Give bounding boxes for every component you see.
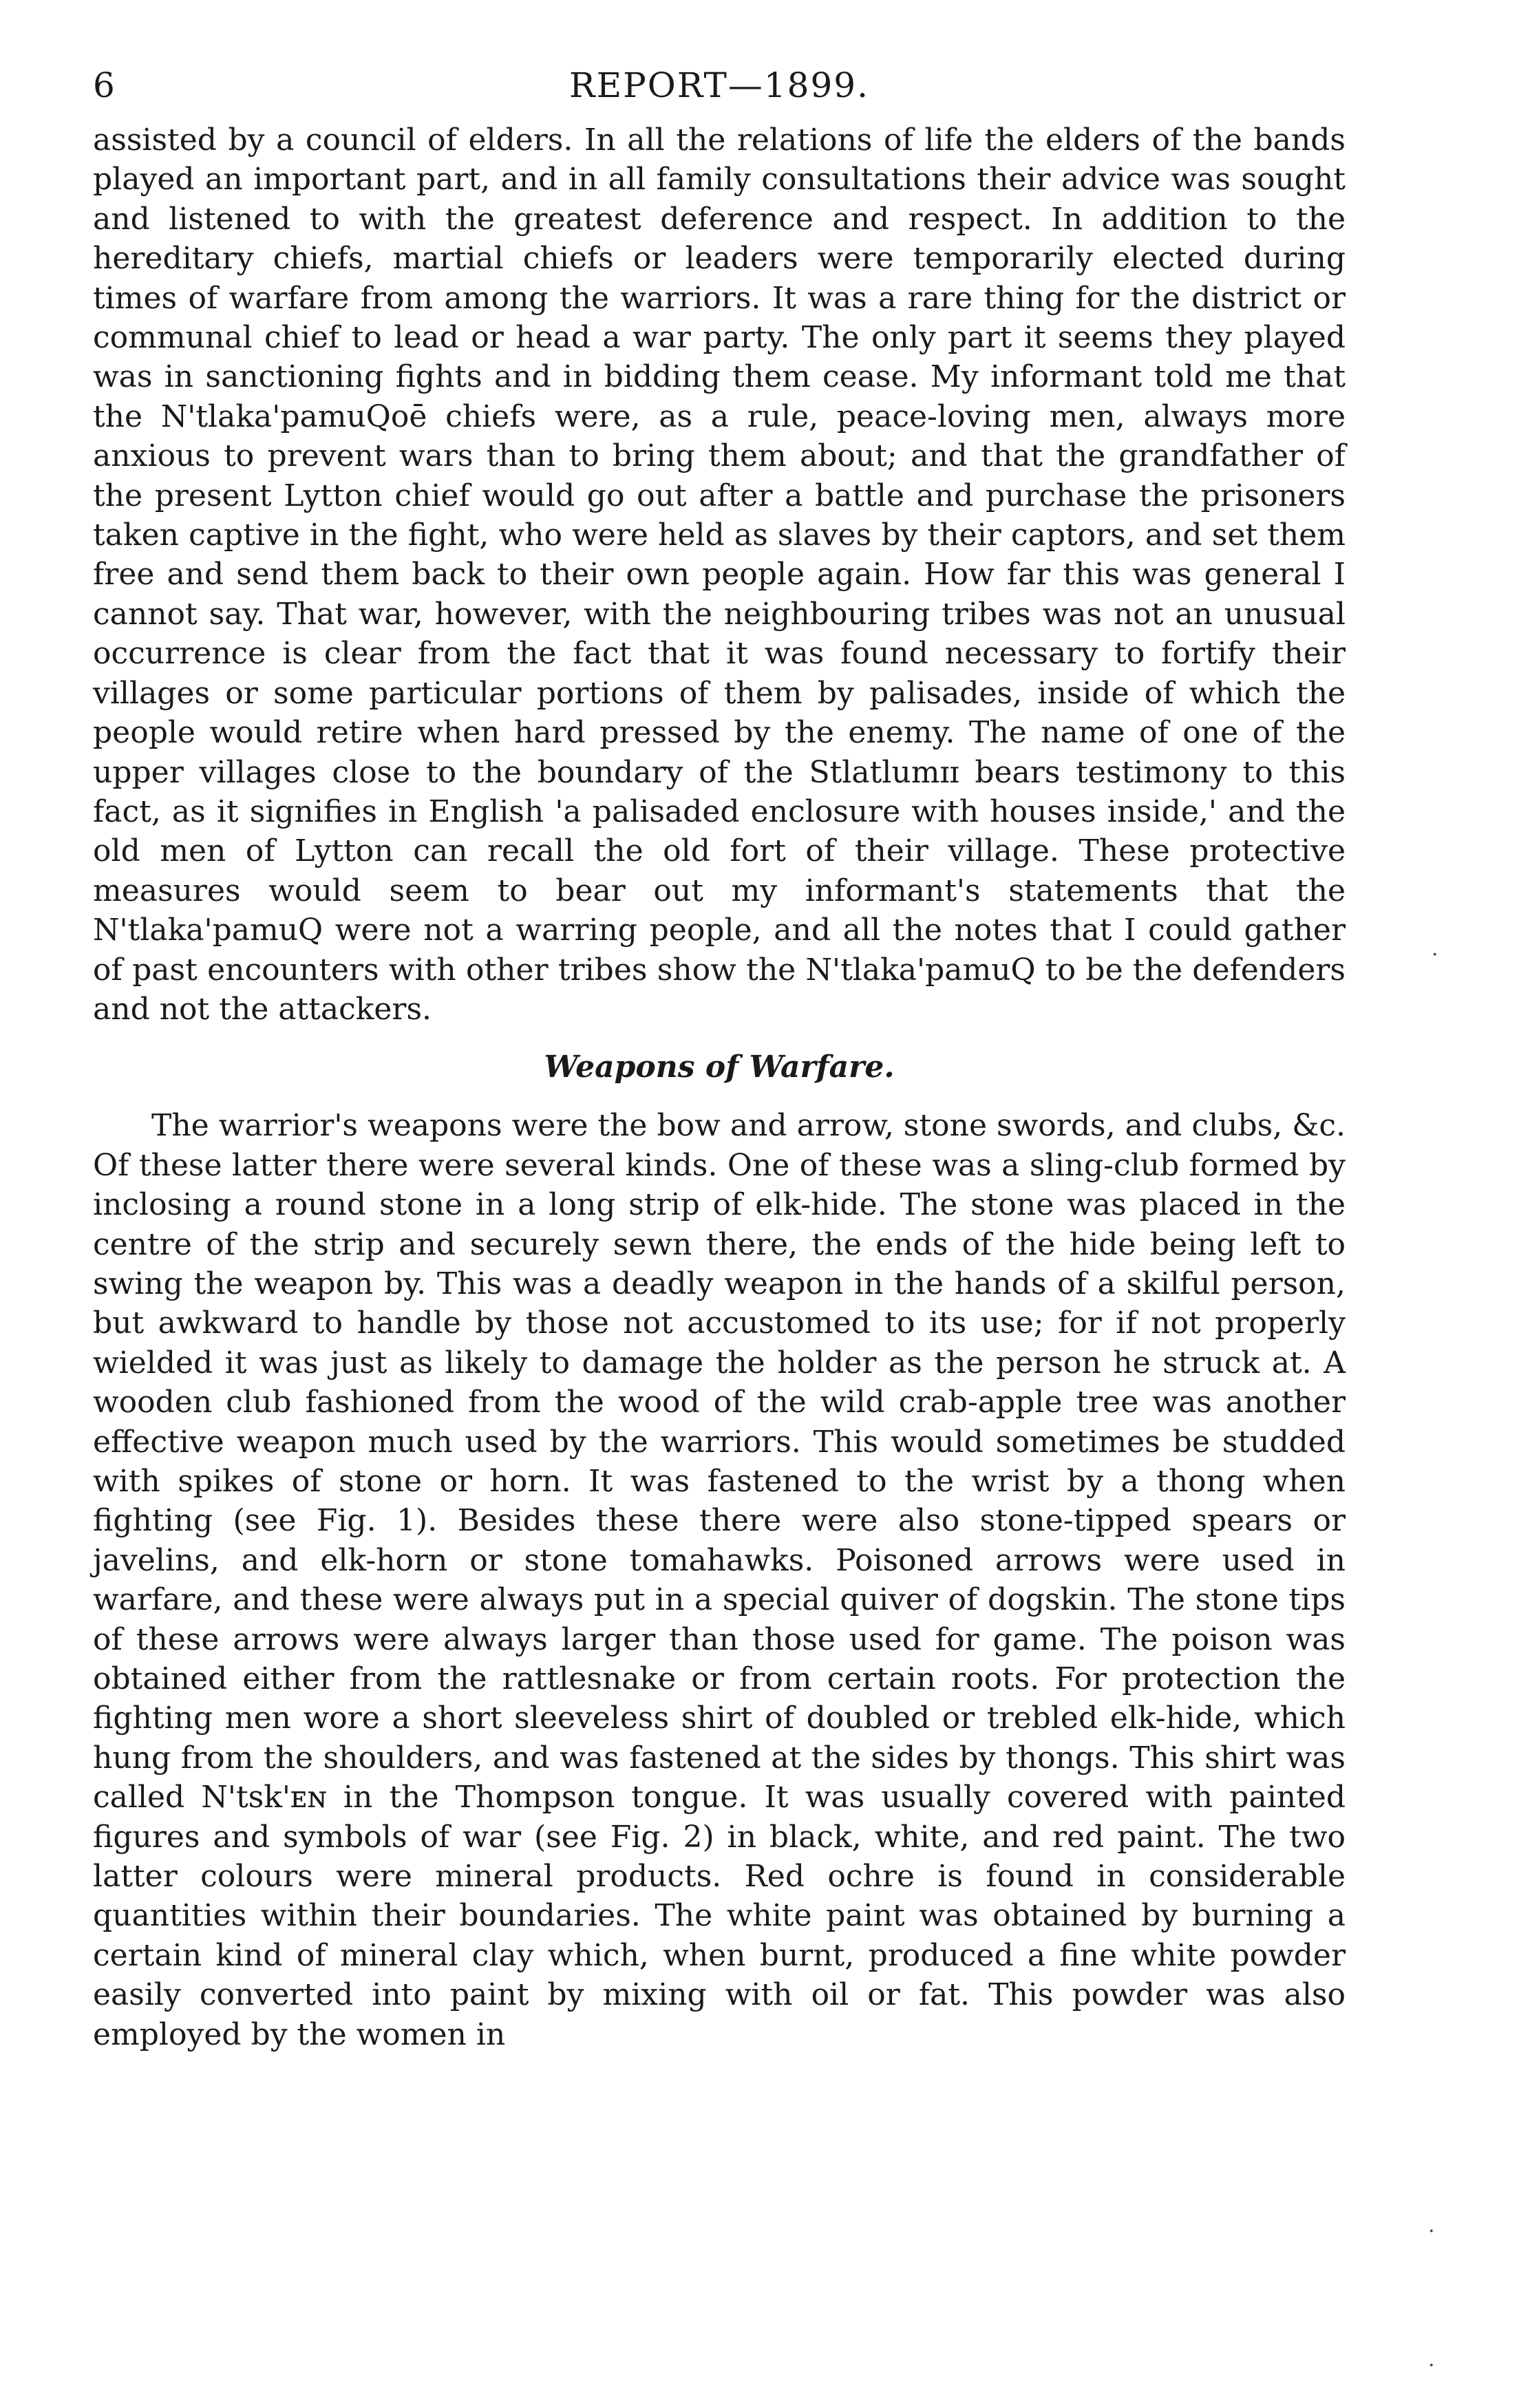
page-number: 6 <box>93 65 115 105</box>
page <box>93 65 1346 2054</box>
running-title: REPORT—1899. <box>569 65 870 105</box>
section-paragraph: The warrior's weapons were the bow and arrow, stone swords, and clubs, &c. Of these latter there were several kinds. One of these was a sling-club formed by inclosing a round stone in a long strip of elk-hide. The stone was placed in the centre of the strip and securely sewn there, the ends of the hide being left to swing the weapon by. This was a deadly weapon in the hands of a skilful person, but awkward to handle by those not accustomed to its use; for if not properly wielded it was just as likely to damage the holder as the person he struck at. A wooden club fashioned from the wood of the wild crab-apple tree was another effective weapon much used by the warriors. This would sometimes be studded with spikes of stone or horn. It was fastened to the wrist by a thong when fighting (see Fig. 1). Besides these there were also stone-tipped spears or javelins, and elk-horn or stone tomahawks. Poisoned arrows were used in warfare, and these were always put in a special quiver of dogskin. The stone tips of these arrows were always larger than those used for game. The poison was obtained either from the rattlesnake or from certain roots. For protection the fighting men wore a short sleeveless shirt of doubled or trebled elk-hide, which hung from the shoulders, and was fastened at the sides by thongs. This shirt was called N'tsk'ᴇɴ in the Thompson tongue. It was usually covered with painted figures and symbols of war (see Fig. 2) in black, white, and red paint. The two latter colours were mineral products. Red ochre is found in considerable quantities within their boundaries. The white paint was obtained by burning a certain kind of mineral clay which, when burnt, produced a fine white powder easily converted into paint by mixing with oil or fat. This powder was also employed by the women in <box>93 1108 1346 2052</box>
margin-mark: · <box>1428 2219 1435 2244</box>
body-paragraph: assisted by a council of elders. In all the relations of life the elders of the bands played an important part, and in all family consultations their advice was sought and listened to with the greatest deference and respect. In addition to the hereditary chiefs, martial chiefs or leaders were temporarily elected during times of warfare from among the warriors. It was a rare thing for the district or communal chief to lead or head a war party. The only part it seems they played was in sanctioning fights and in bidding them cease. My informant told me that the N'tlaka'pamuQoē chiefs were, as a rule, peace-loving men, always more anxious to prevent wars than to bring them about; and that the grandfather of the present Lytton chief would go out after a battle and purchase the prisoners taken captive in the fight, who were held as slaves by their captors, and set them free and send them back to their own people again. How far this was general I cannot say. That war, however, with the neighbouring tribes was not an unusual occurrence is clear from the fact that it was found necessary to fortify their villages or some particular portions of them by palisades, inside of which the people would retire when hard pressed by the enemy. The name of one of the upper villages close to the boundary of the Stlatlumɪɪ bears testimony to this fact, as it signifies in English 'a palisaded enclosure with houses inside,' and the old men of Lytton can recall the old fort of their village. These protective measures would seem to bear out my informant's statements that the N'tlaka'pamuQ were not a warring people, and all the notes that I could gather of past encounters with other tribes show the N'tlaka'pamuQ to be the defenders and not the attackers. <box>93 122 1346 1027</box>
section-heading: Weapons of Warfare. <box>544 1049 895 1085</box>
running-head <box>93 65 1346 120</box>
margin-mark: · <box>1432 943 1438 967</box>
margin-mark: · <box>1428 2354 1435 2378</box>
